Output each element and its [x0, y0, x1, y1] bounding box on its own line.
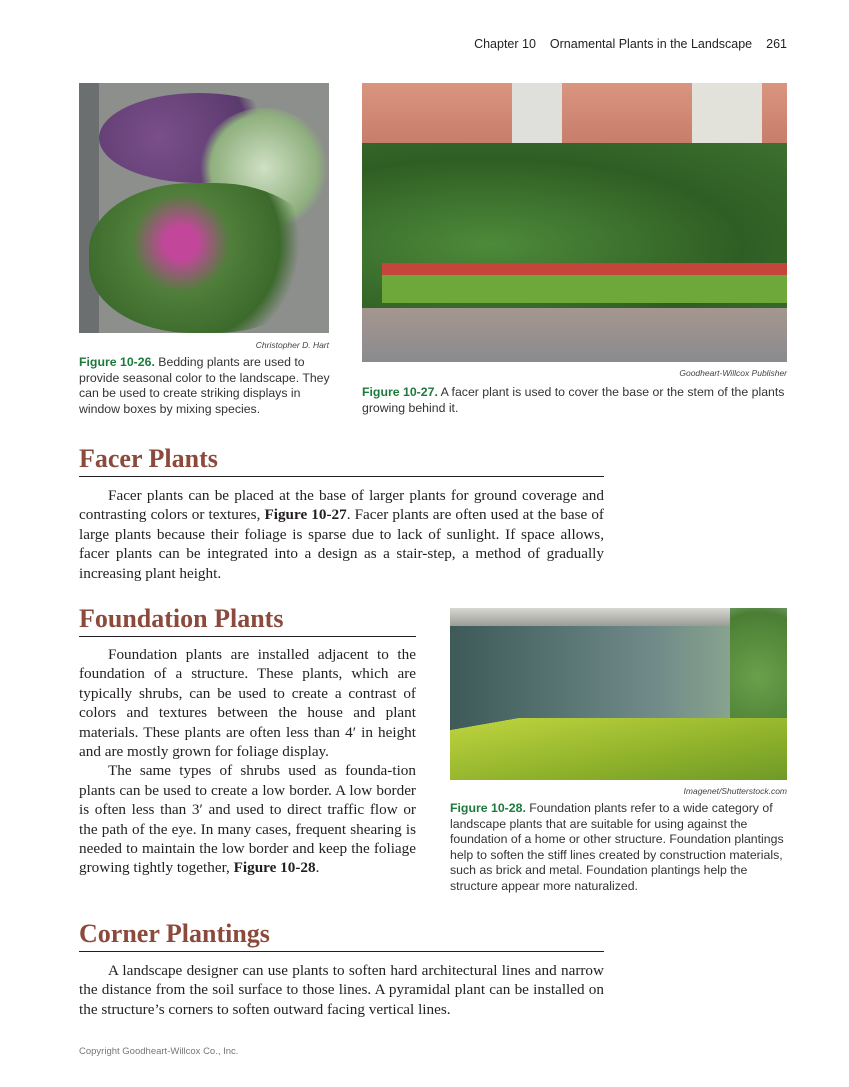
paragraph: Facer plants can be placed at the base of larger plants for ground coverage and contrasting colors or textures, Figure 10-27. Facer plants are often used at the base of large plants because their foliage is sparse due to lack of sunlight. If space allows, facer plants can be integrated into a design as a stair-step, a method of gradually increasing plant height.: [79, 487, 604, 582]
paragraph: Foundation plants are installed adjacent to the foundation of a structure. These plants, which are typically shrubs, can be used to create a contrast of colors and textures between the house and plant materials. These plants are often less than 4′ in height and are mostly grown for foliage display.: [79, 646, 416, 761]
page-number: 261: [766, 37, 787, 51]
paragraph: The same types of shrubs used as founda-tion plants can be used to create a low border. A low border is often less than 3′ and used to direct traffic flow or the path of the eye. In many cases, frequent shearing is needed to maintain the low border and keep the foliage growing tightly together, Figure 10-28.: [79, 762, 416, 877]
figure-label: Figure 10-26.: [79, 355, 155, 369]
photo-foundation-plants: [450, 608, 787, 780]
paragraph: A landscape designer can use plants to soften hard architectural lines and narrow the distance from the soil surface to those lines. A pyramidal plant can be installed on the structure’s corners to soften outward facing vertical lines.: [79, 962, 604, 1018]
figure-label: Figure 10-27.: [362, 385, 438, 399]
photo-window-box: [79, 83, 329, 333]
body-text: [79, 961, 604, 1019]
chapter-number: Chapter 10: [474, 37, 536, 51]
figure-reference: Figure 10-27: [264, 506, 347, 524]
copyright-footer: Copyright Goodheart-Willcox Co., Inc.: [79, 1046, 239, 1057]
figure-caption: Figure 10-26. Bedding plants are used to provide seasonal color to the landscape. They can be used to create striking displays in window boxes by mixing species.: [79, 355, 330, 416]
photo-facer-plants: [362, 83, 787, 362]
section-heading: Corner Plantings: [79, 919, 604, 952]
photo-credit: Christopher D. Hart: [255, 340, 329, 350]
figure-caption: Figure 10-27. A facer plant is used to cover the base or the stem of the plants growing behind it.: [362, 385, 785, 415]
running-header: [460, 37, 787, 51]
body-text: [79, 486, 604, 583]
chapter-title: Ornamental Plants in the Landscape: [549, 37, 753, 51]
section-heading: Facer Plants: [79, 444, 604, 477]
figure-reference: Figure 10-28: [233, 859, 316, 877]
figure-label: Figure 10-28.: [450, 801, 526, 815]
section-heading: Foundation Plants: [79, 604, 416, 637]
body-text: [79, 645, 416, 878]
photo-credit: Imagenet/Shutterstock.com: [683, 786, 787, 796]
figure-caption: Figure 10-28. Foundation plants refer to a wide category of landscape plants that are suitable for using against the foundation of a home or other structure. Foundation plantings help to soften the stiff lines created by construction materials, such as brick and metal. Foundation plantings help the structure appear more naturalized.: [450, 801, 784, 893]
photo-credit: Goodheart-Willcox Publisher: [679, 368, 787, 378]
